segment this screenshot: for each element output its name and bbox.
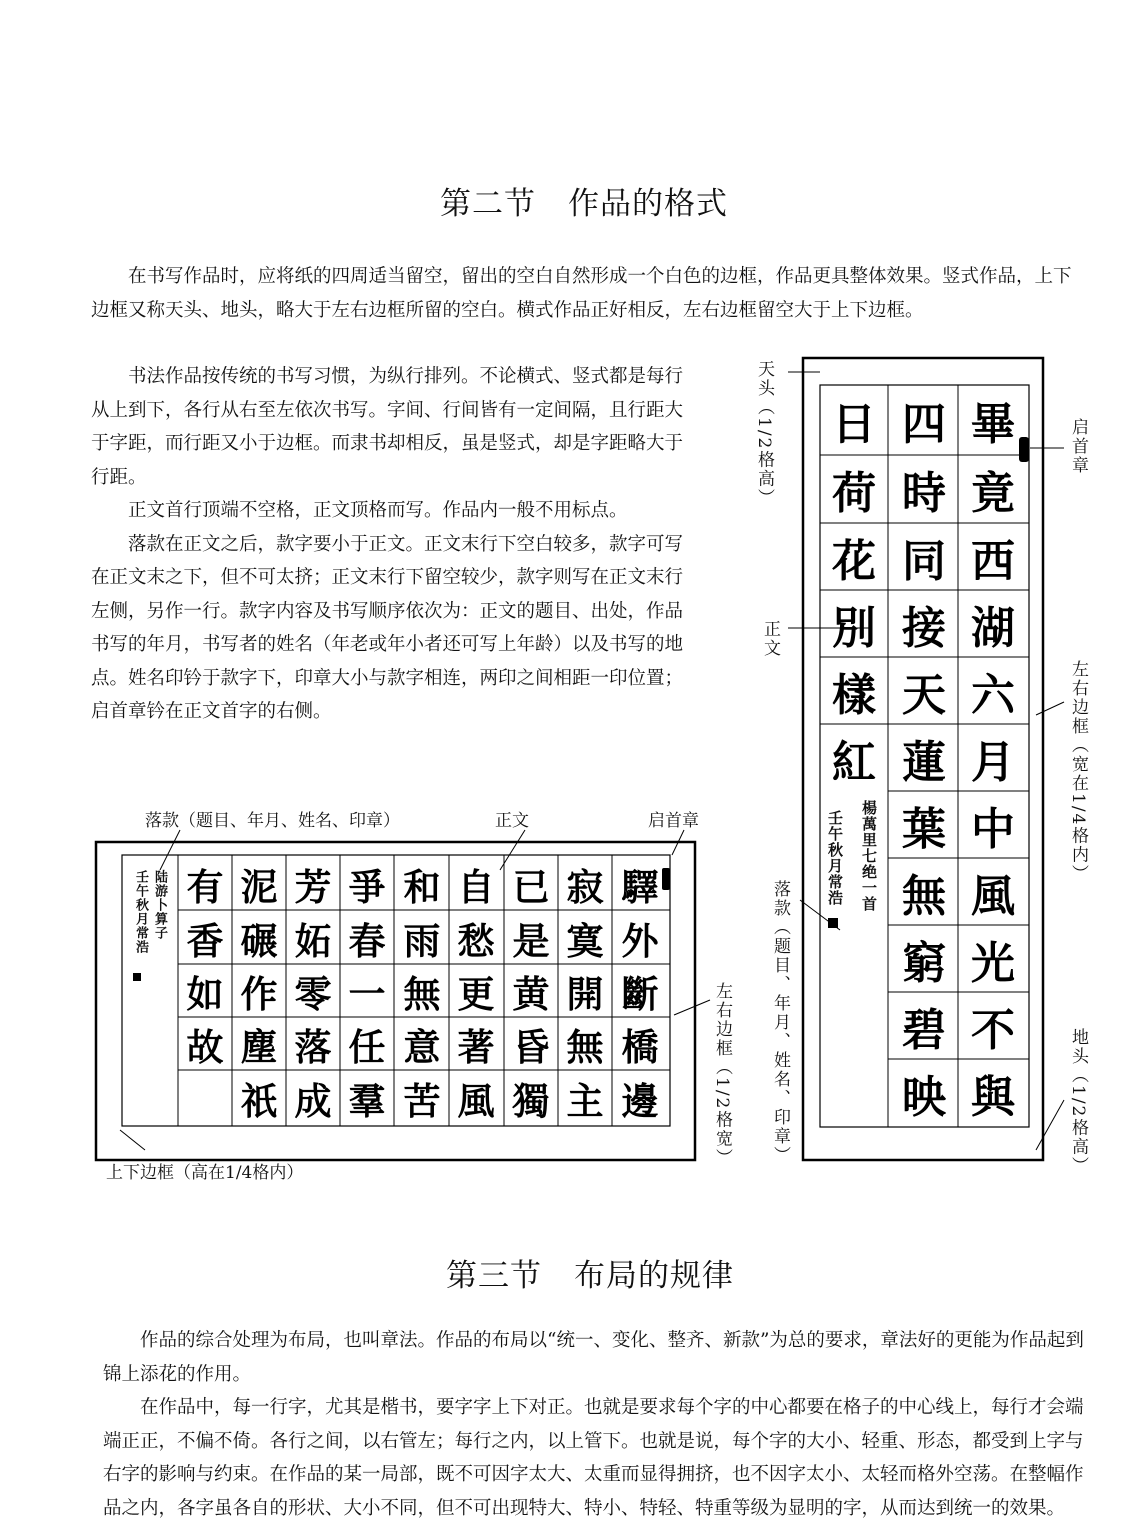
horizontal-char: 苦: [403, 1079, 441, 1123]
label-tiantou: 天头（1/2格高）: [754, 360, 774, 508]
section-2-paragraph-2: 书法作品按传统的书写习惯，为纵行排列。不论横式、竖式都是每行从上到下，各行从右至左依次书写。字间、行间皆有一定间隔，且行距大于字距，而行距又小于边框。而隶书却相反，虽是竖式，却是字距略大于行距。: [91, 366, 684, 488]
vertical-char: 紅: [832, 737, 876, 788]
label-ditou: 地头（1/2格高）: [1068, 1028, 1088, 1176]
label-luokuan-horizontal: 落款（题目、年月、姓名、印章）: [145, 811, 400, 831]
label-zuoyoubiankuang-vertical: 左右边框（宽在1/4格内）: [1068, 660, 1088, 884]
horizontal-char: 作: [240, 972, 278, 1016]
horizontal-char: 邊: [621, 1079, 659, 1123]
horizontal-char: 更: [457, 972, 495, 1016]
horizontal-char: 風: [457, 1079, 495, 1123]
horizontal-char: 意: [403, 1025, 441, 1069]
section-3-title: 第三节 布局的规律: [446, 1258, 734, 1294]
horizontal-char: 黄: [512, 972, 550, 1016]
label-luokuan-vertical: 落款（题目、年月、姓名、印章）: [770, 880, 790, 1165]
section-2-title: 第二节 作品的格式: [440, 186, 728, 222]
horizontal-signature-line-2: 壬午秋月常浩: [133, 870, 148, 954]
vertical-char: 湖: [971, 603, 1015, 654]
horizontal-char: 成: [294, 1079, 332, 1123]
horizontal-char: 春: [348, 919, 386, 963]
horizontal-char: 開: [566, 972, 604, 1016]
vertical-char: 樣: [832, 670, 876, 721]
horizontal-char: 塵: [240, 1025, 278, 1069]
label-zhengwen-horizontal: 正文: [495, 811, 529, 831]
vertical-char: 蓮: [902, 737, 946, 788]
horizontal-char: 無: [566, 1025, 604, 1069]
section-2-paragraph-4: 落款在正文之后，款字要小于正文。正文末行下空白较多，款字可写在正文末之下，但不可太挤；正文末行下留空较少，款字则写在正文末行左侧，另作一行。款字内容及书写顺序依次为：正文的题目、出处，作品书写的年月，书写者的姓名（年老或年小者还可写上年龄）以及书写的地点。姓名印钤于款字下，印章大小与款字相连，两印之间相距一印位置；启首章钤在正文首字的右侧。: [91, 533, 684, 722]
vertical-signature-line-1: 楊萬里七绝一首: [860, 800, 878, 912]
vertical-char: 無: [902, 871, 946, 922]
vertical-char: 窮: [902, 938, 946, 989]
horizontal-char: 祇: [240, 1079, 278, 1123]
horizontal-char: 故: [186, 1025, 224, 1069]
vertical-char: 同: [902, 536, 946, 587]
vertical-name-seal: [828, 918, 838, 928]
vertical-char: 荷: [832, 468, 876, 519]
vertical-char: 花: [832, 536, 876, 587]
section-2-paragraph-1: 在书写作品时，应将纸的四周适当留空，留出的空白自然形成一个白色的边框，作品更具整体效果。竖式作品，上下边框又称天头、地头，略大于左右边框所留的空白。横式作品正好相反，左右边框留空大于上下边框。: [91, 266, 1072, 321]
horizontal-char: 寞: [566, 919, 604, 963]
horizontal-char: 如: [186, 972, 224, 1016]
horizontal-char: 寂: [566, 865, 604, 909]
horizontal-char: 爭: [348, 865, 386, 909]
page-bottom-edge: [0, 1521, 1125, 1531]
vertical-char: 西: [971, 536, 1015, 587]
vertical-char: 與: [971, 1072, 1015, 1123]
vertical-char: 映: [902, 1072, 946, 1123]
horizontal-signature-line-1: 陆游卜算子: [152, 870, 167, 940]
horizontal-char: 外: [621, 919, 659, 963]
horizontal-char: 是: [512, 919, 550, 963]
vertical-char: 葉: [902, 804, 946, 855]
vertical-char: 碧: [902, 1005, 946, 1056]
vertical-char: 光: [971, 938, 1015, 989]
horizontal-char: 橋: [621, 1025, 659, 1069]
horizontal-char: 自: [457, 865, 495, 909]
label-qishouzhang-vertical: 启首章: [1068, 418, 1088, 475]
horizontal-char: 碾: [240, 919, 278, 963]
horizontal-char: 妬: [294, 919, 332, 963]
horizontal-char: 著: [457, 1025, 495, 1069]
horizontal-char: 香: [186, 919, 224, 963]
vertical-char: 竟: [971, 468, 1015, 519]
vertical-char: 六: [971, 670, 1015, 721]
vertical-signature-line-2: 壬午秋月常浩: [826, 810, 844, 906]
horizontal-char: 斷: [621, 972, 659, 1016]
horizontal-char: 昏: [512, 1025, 550, 1069]
vertical-char: 風: [971, 871, 1015, 922]
vertical-char: 不: [971, 1005, 1015, 1056]
label-zhengwen-vertical: 正文: [760, 620, 780, 658]
section-3-body: [103, 1324, 1088, 1525]
horizontal-char: 無: [403, 972, 441, 1016]
vertical-start-seal: [1019, 437, 1029, 462]
horizontal-char: 主: [566, 1079, 604, 1123]
vertical-char: 四: [902, 399, 946, 450]
horizontal-char: 獨: [512, 1079, 550, 1123]
vertical-char: 中: [971, 804, 1015, 855]
vertical-char: 天: [902, 670, 946, 721]
section-3-paragraph-1: 作品的综合处理为布局，也叫章法。作品的布局以“统一、变化、整齐、新款”为总的要求，章法好的更能为作品起到锦上添花的作用。: [103, 1330, 1084, 1385]
horizontal-char: 有: [186, 865, 224, 909]
horizontal-char: 驛: [621, 865, 659, 909]
vertical-char: 月: [971, 737, 1015, 788]
horizontal-char: 羣: [348, 1079, 386, 1123]
horizontal-start-seal: [662, 868, 670, 890]
horizontal-char: 愁: [457, 919, 495, 963]
horizontal-char: 已: [512, 865, 550, 909]
horizontal-char: 一: [348, 972, 386, 1016]
label-qishouzhang-horizontal: 启首章: [648, 811, 699, 831]
section-3-paragraph-2: 在作品中，每一行字，尤其是楷书，要字字上下对正。也就是要求每个字的中心都要在格子的中心线上，每行才会端端正正，不偏不倚。各行之间，以右管左；每行之内，以上管下。也就是说，每个字的大小、轻重、形态，都受到上字与右字的影响与约束。在作品的某一局部，既不可因字太大、太重而显得拥挤，也不因字太小、太轻而格外空荡。在整幅作品之内，各字虽各自的形状、大小不同，但不可出现特大、特小、特轻、特重等级为显明的字，从而达到统一的效果。: [103, 1397, 1084, 1519]
horizontal-name-seal: [133, 973, 141, 981]
vertical-char: 接: [902, 603, 946, 654]
label-zuoyoubiankuang-horizontal: 左右边框（1/2格宽）: [712, 982, 732, 1168]
vertical-char: 時: [902, 468, 946, 519]
horizontal-char: 落: [294, 1025, 332, 1069]
horizontal-char: 和: [403, 865, 441, 909]
label-shangxiabiankuang: 上下边框（高在1/4格内）: [106, 1163, 304, 1183]
horizontal-char: 零: [294, 972, 332, 1016]
horizontal-char: 任: [348, 1025, 386, 1069]
horizontal-char: 芳: [294, 865, 332, 909]
vertical-char: 別: [832, 603, 876, 654]
horizontal-char: 雨: [403, 919, 441, 963]
horizontal-char: 泥: [240, 865, 278, 909]
vertical-char: 日: [832, 399, 876, 450]
section-2-paragraph-3: 正文首行顶端不空格，正文顶格而写。作品内一般不用标点。: [128, 500, 628, 521]
vertical-char: 畢: [971, 399, 1015, 450]
